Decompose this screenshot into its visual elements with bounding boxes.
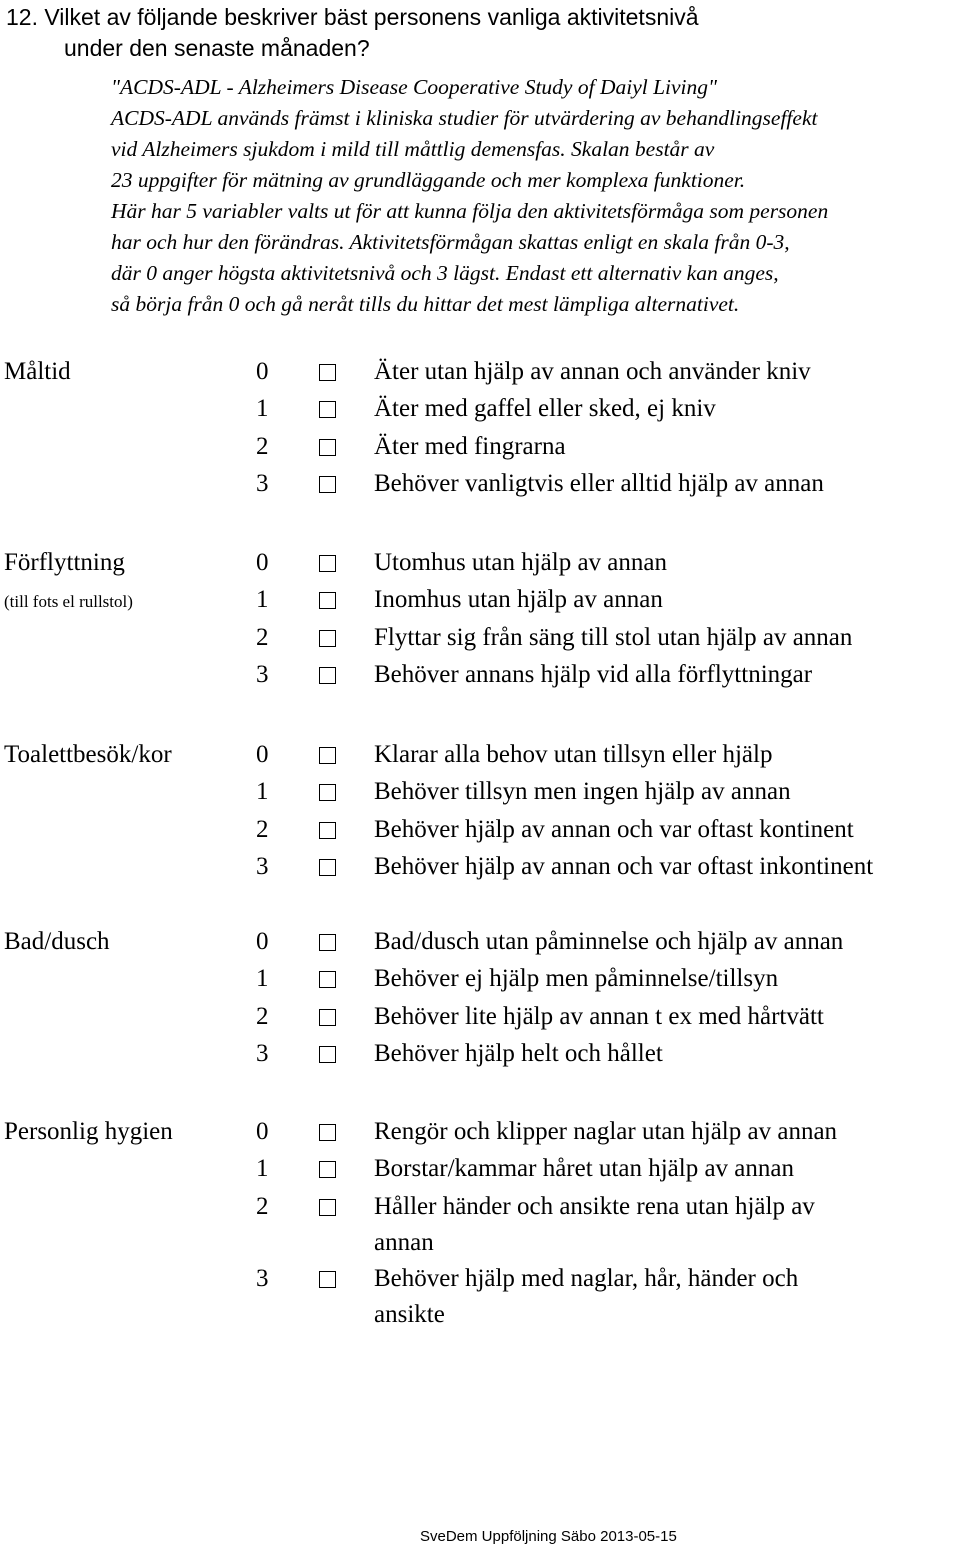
option-checkbox[interactable] — [319, 555, 336, 572]
option-number: 0 — [256, 358, 269, 385]
intro-paragraph — [111, 72, 960, 320]
option-checkbox[interactable] — [319, 859, 336, 876]
intro-line: har och hur den förändras. Aktivitetsförmågan skattas enligt en skala från 0-3, — [111, 230, 790, 254]
option-number: 0 — [256, 1118, 269, 1145]
category-label: Personlig hygien — [4, 1118, 173, 1145]
option-checkbox[interactable] — [319, 747, 336, 764]
option-checkbox[interactable] — [319, 1124, 336, 1141]
option-text: Behöver hjälp av annan och var oftast kontinent — [374, 816, 854, 843]
option-text: Äter utan hjälp av annan och använder kniv — [374, 358, 811, 385]
option-text: Äter med fingrarna — [374, 433, 566, 460]
option-text: Behöver hjälp av annan och var oftast inkontinent — [374, 853, 874, 880]
option-text: Inomhus utan hjälp av annan — [374, 586, 663, 613]
intro-line: 23 uppgifter för mätning av grundläggande och mer komplexa funktioner. — [111, 168, 746, 192]
option-number: 3 — [256, 661, 269, 688]
intro-line: Här har 5 variabler valts ut för att kunna följa den aktivitetsförmåga som personen — [111, 199, 829, 223]
option-number: 3 — [256, 470, 269, 497]
option-text: Klarar alla behov utan tillsyn eller hjälp — [374, 741, 773, 768]
option-text: Utomhus utan hjälp av annan — [374, 549, 667, 576]
option-number: 3 — [256, 1040, 269, 1067]
option-number: 1 — [256, 586, 269, 613]
option-text: Borstar/kammar håret utan hjälp av annan — [374, 1155, 794, 1182]
option-checkbox[interactable] — [319, 1199, 336, 1216]
option-text: Bad/dusch utan påminnelse och hjälp av annan — [374, 928, 844, 955]
intro-line: ACDS-ADL används främst i kliniska studier för utvärdering av behandlingseffekt — [111, 106, 818, 130]
option-number: 1 — [256, 1155, 269, 1182]
category-label: Bad/dusch — [4, 928, 110, 955]
option-number: 2 — [256, 1003, 269, 1030]
category-label: Toalettbesök/kor — [4, 741, 172, 768]
intro-line: "ACDS-ADL - Alzheimers Disease Cooperative Study of Daiyl Living" — [111, 75, 718, 99]
option-text: Behöver ej hjälp men påminnelse/tillsyn — [374, 965, 779, 992]
option-number: 2 — [256, 624, 269, 651]
option-number: 2 — [256, 433, 269, 460]
option-checkbox[interactable] — [319, 667, 336, 684]
option-checkbox[interactable] — [319, 1271, 336, 1288]
option-number: 0 — [256, 741, 269, 768]
option-text: Rengör och klipper naglar utan hjälp av annan — [374, 1118, 838, 1145]
option-checkbox[interactable] — [319, 934, 336, 951]
option-checkbox[interactable] — [319, 364, 336, 381]
option-checkbox[interactable] — [319, 1161, 336, 1178]
option-checkbox[interactable] — [319, 592, 336, 609]
option-text: Behöver vanligtvis eller alltid hjälp av annan — [374, 470, 824, 497]
intro-line: vid Alzheimers sjukdom i mild till måttlig demensfas. Skalan består av — [111, 137, 715, 161]
option-checkbox[interactable] — [319, 401, 336, 418]
option-checkbox[interactable] — [319, 971, 336, 988]
page-footer: SveDem Uppföljning Säbo 2013-05-15 — [420, 1528, 677, 1545]
question-line-2: under den senaste månaden? — [64, 35, 370, 61]
option-text: Behöver annans hjälp vid alla förflyttningar — [374, 661, 813, 688]
option-number: 0 — [256, 549, 269, 576]
option-checkbox[interactable] — [319, 784, 336, 801]
option-text: Flyttar sig från säng till stol utan hjälp av annan — [374, 624, 853, 651]
option-number: 1 — [256, 778, 269, 805]
option-text: Håller händer och ansikte rena utan hjälp av — [374, 1193, 815, 1220]
category-label: Måltid — [4, 358, 71, 385]
option-checkbox[interactable] — [319, 1009, 336, 1026]
option-text: Behöver lite hjälp av annan t ex med hårtvätt — [374, 1003, 824, 1030]
option-text: Behöver tillsyn men ingen hjälp av annan — [374, 778, 791, 805]
option-number: 3 — [256, 853, 269, 880]
category-label: Förflyttning — [4, 549, 125, 576]
option-text-continued: ansikte — [374, 1301, 445, 1328]
option-number: 3 — [256, 1265, 269, 1292]
option-number: 0 — [256, 928, 269, 955]
category-sublabel: (till fots el rullstol) — [4, 592, 133, 611]
option-text: Behöver hjälp med naglar, hår, händer och — [374, 1265, 799, 1292]
option-checkbox[interactable] — [319, 476, 336, 493]
option-text-continued: annan — [374, 1229, 434, 1256]
option-number: 1 — [256, 395, 269, 422]
option-checkbox[interactable] — [319, 1046, 336, 1063]
option-checkbox[interactable] — [319, 439, 336, 456]
question-heading — [6, 2, 956, 64]
option-number: 1 — [256, 965, 269, 992]
option-checkbox[interactable] — [319, 630, 336, 647]
option-number: 2 — [256, 816, 269, 843]
intro-line: där 0 anger högsta aktivitetsnivå och 3 lägst. Endast ett alternativ kan anges, — [111, 261, 779, 285]
option-text: Behöver hjälp helt och hållet — [374, 1040, 663, 1067]
option-number: 2 — [256, 1193, 269, 1220]
intro-line: så börja från 0 och gå neråt tills du hittar det mest lämpliga alternativet. — [111, 292, 740, 316]
question-line-1: 12. Vilket av följande beskriver bäst personens vanliga aktivitetsnivå — [6, 4, 699, 30]
option-checkbox[interactable] — [319, 822, 336, 839]
option-text: Äter med gaffel eller sked, ej kniv — [374, 395, 716, 422]
